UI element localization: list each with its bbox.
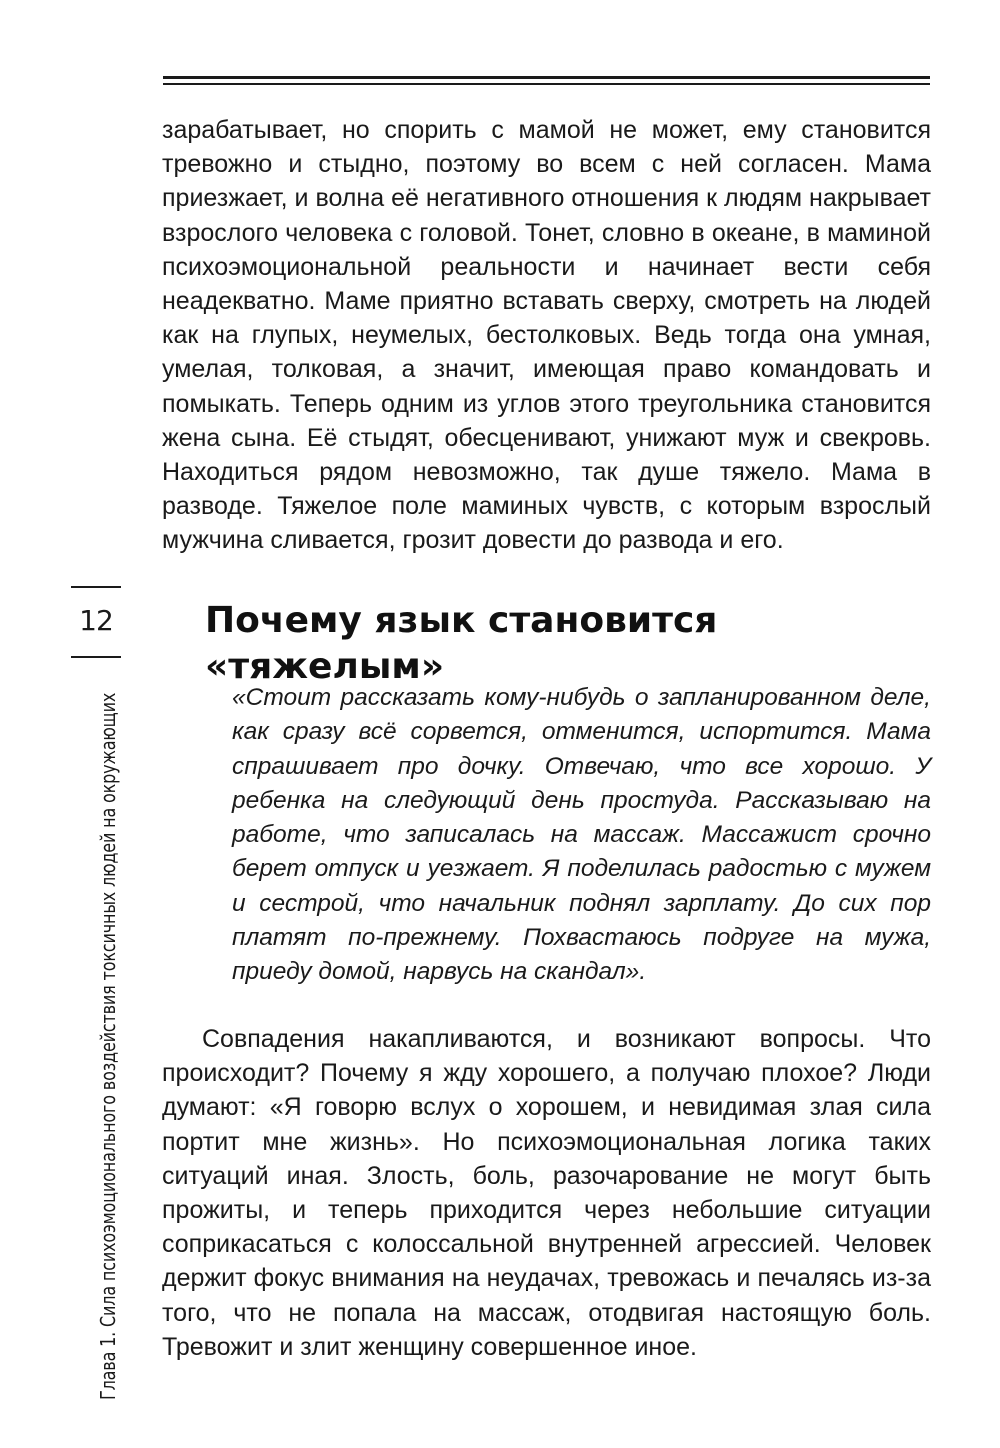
page-number-rule-top — [71, 586, 121, 588]
page-number-rule-bottom — [71, 656, 121, 658]
header-rule-thin — [163, 83, 930, 85]
quote-block: «Стоит рассказать кому-нибудь о запланированном деле, как сразу всё сорвется, отменится, испортится. Мама спрашивает про дочку. Отвечаю, что все хорошо. У ребенка на следующий день простуда. Рассказываю на работе, что записалась на массаж. Массажист срочно берет отпуск и уезжает. Я поделилась радостью с мужем и сестрой, что начальник поднял зарплату. До сих пор платят по-прежнему. Похвастаюсь подруге на мужа, приеду домой, нарвусь на скандал». — [232, 684, 931, 986]
paragraph-top: зарабатывает, но спорить с мамой не может, ему становится тревожно и стыдно, поэтому во всем с ней согласен. Мама приезжает, и волна её негативного отношения к людям накрывает взрослого человека с головой. Тонет, словно в океане, в маминой психоэмоциональной реальности и начинает вести себя неадекватно. Маме приятно вставать сверху, смотреть на людей как на глупых, неумелых, бестолковых. Ведь тогда она умная, умелая, толковая, а значит, имеющая право командовать и помыкать. Теперь одним из углов этого треугольника становится жена сына. Её стыдят, обесценивают, унижают муж и свекровь. Находиться рядом невозможно, так душе тяжело. Мама в разводе. Тяжелое поле маминых чувств, с которым взрослый мужчина сливается, грозит довести до развода и его. — [162, 116, 931, 555]
section-heading: Почему язык становится «тяжелым» — [205, 600, 718, 687]
header-rule-thick — [163, 76, 930, 79]
page-number: 12 — [79, 604, 113, 637]
running-head: Глава 1. Сила психоэмоционального воздействия токсичных людей на окружающих — [96, 692, 120, 1400]
paragraph-bottom: Совпадения накапливаются, и возникают вопросы. Что происходит? Почему я жду хорошего, а получаю плохое? Люди думают: «Я говорю вслух о хорошем, и невидимая злая сила портит мне жизнь». Но психоэмоциональная логика таких ситуаций иная. Злость, боль, разочарование не могут быть прожиты, и теперь приходится через небольшие ситуации соприкасаться с колоссальной внутренней агрессией. Человек держит фокус внимания на неудачах, тревожась и печалясь из-за того, что не попала на массаж, отодвигая настоящую боль. Тревожит и злит женщину совершенное иное. — [162, 1025, 931, 1361]
